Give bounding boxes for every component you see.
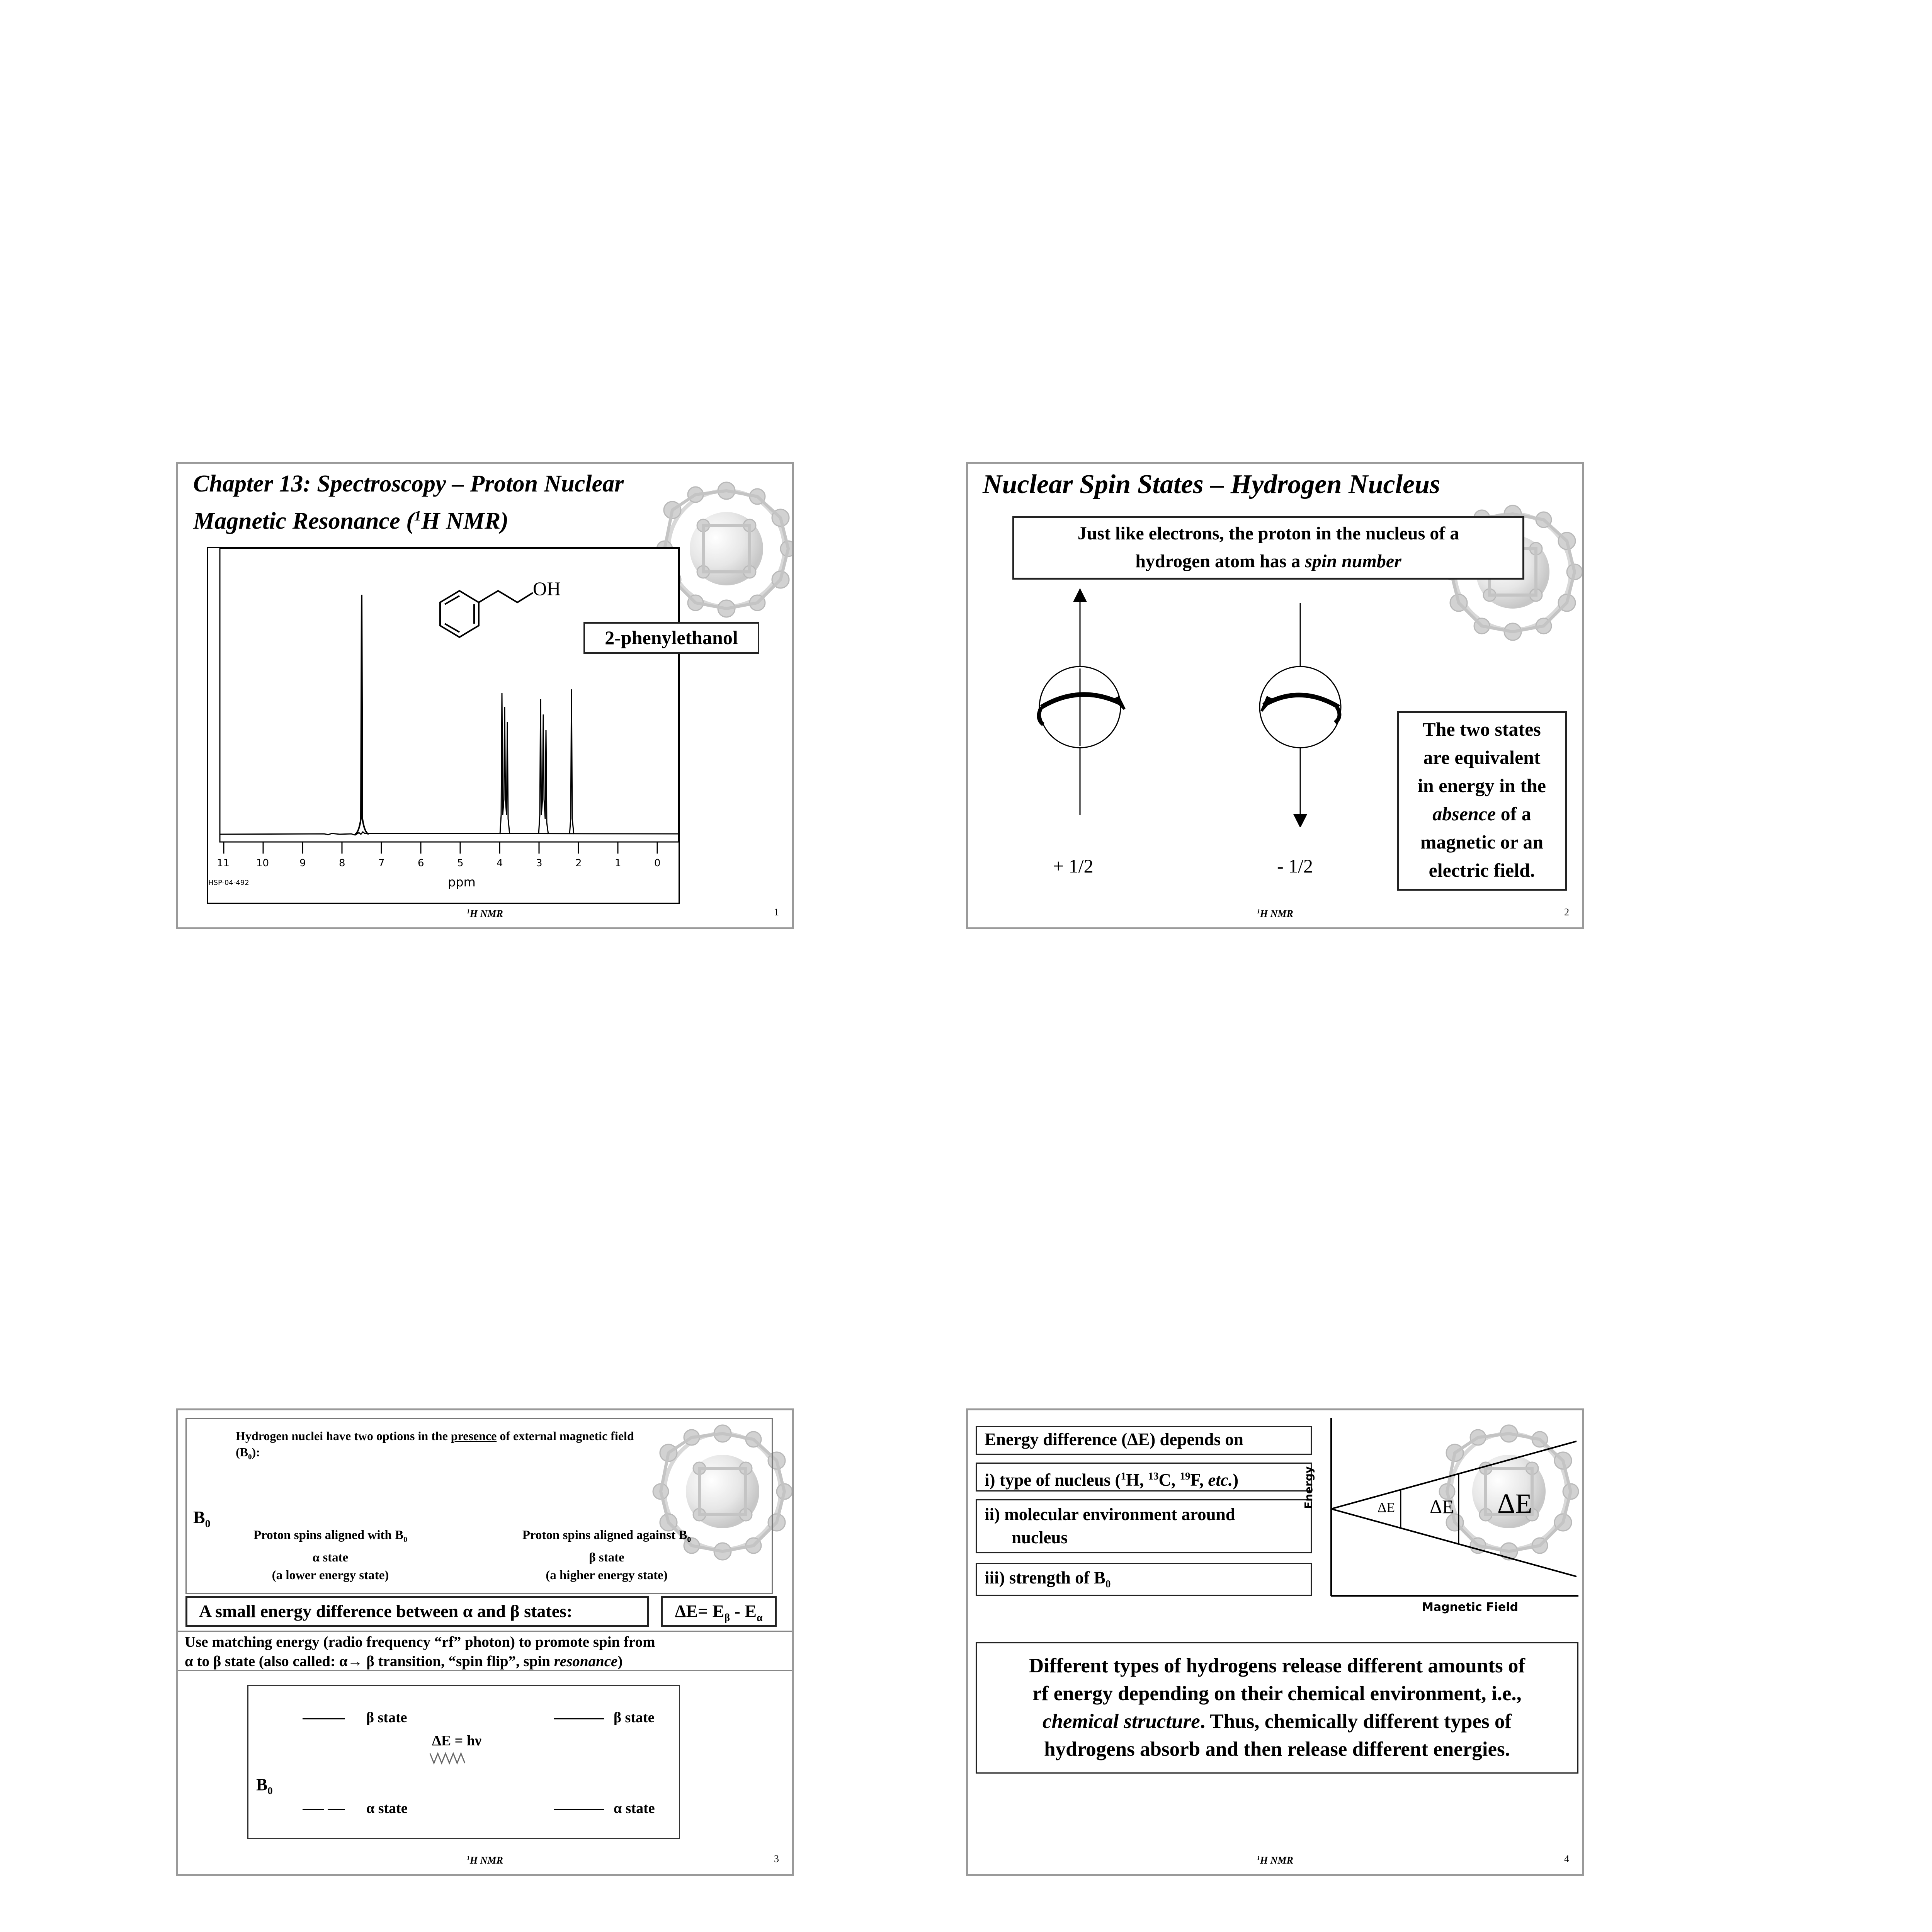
page-number: 1 [774,906,779,918]
proton-sphere [1260,667,1341,748]
summary-paragraph: Different types of hydrogens release different amounts of rf energy depending on their chemical environment, i.e., chemical structure. Thus, chemically different types of hydrogens absorb and then release different energies. [976,1642,1578,1774]
beta-alignment: Proton spins aligned against $B_0$ β state (a higher energy state) [522,1528,691,1582]
beta-state-left: β state [366,1709,407,1726]
tick-2: 2 [575,857,582,869]
tick-3: 3 [536,857,543,869]
tick-1: 1 [615,857,621,869]
spin-up-label: + 1/2 [1053,855,1094,877]
tick-7: 7 [378,857,385,869]
footer: $^1$H NMR [1257,1855,1293,1866]
delta-e-equation: $\Delta E= E_\beta - E_\alpha$ [661,1596,777,1627]
page-number: 2 [1564,906,1569,918]
energy-axis-label: Energy [1302,1466,1315,1509]
tick-6: 6 [418,857,424,869]
footer: $^1$H NMR [1257,908,1293,919]
tick-0: 0 [654,857,661,869]
slide-2 [966,462,1584,929]
slide-1 [176,462,794,929]
b0-label-diagram: $B_0$ [256,1775,273,1796]
axis-label-ppm: ppm [448,875,476,889]
factor-molecular-environment: ii) molecular environment around nucleus [976,1499,1312,1553]
nmr-spectrum [207,547,680,904]
delta-e-medium: ΔE [1430,1496,1454,1517]
alpha-state-right: α state [614,1800,655,1816]
oh-label: OH [533,578,561,599]
tick-10: 10 [256,857,269,869]
small-difference-box: A small energy difference between α and β states: [185,1596,649,1627]
tick-8: 8 [339,857,345,869]
tick-9: 9 [299,857,306,869]
tick-4: 4 [497,857,503,869]
delta-e-large: ΔE [1497,1488,1532,1519]
spin-number-box: Just like electrons, the proton in the nucleus of a hydrogen atom has a spin number [1012,516,1524,580]
compound-label: 2-phenylethanol [583,622,759,654]
spin-down-label: - 1/2 [1277,855,1313,877]
energy-level-diagram [247,1685,680,1839]
magnetic-field-axis-label: Magnetic Field [1422,1600,1519,1614]
tick-11: 11 [217,857,230,869]
alpha-alignment: Proton spins aligned with $B_0$ α state (a lower energy state) [253,1528,408,1582]
delta-e-hv: ΔE = hν [432,1733,481,1749]
sample-code: HSP-04-492 [208,879,249,887]
resonance-text: Use matching energy (radio frequency “rf” photon) to promote spin from α to β state (also called: α→ β transition, “spin flip”, spin resonance) [178,1631,792,1671]
b0-label: $B_0$ [193,1507,211,1530]
footer: $^1$H NMR [467,1855,503,1866]
page-number: 3 [774,1853,779,1864]
alpha-state-left: α state [366,1800,408,1816]
tick-5: 5 [457,857,464,869]
equivalent-states-box: The two states are equivalent in energy in the absence of a magnetic or an electric field. [1397,711,1567,891]
slide-title: Chapter 13: Spectroscopy – Proton Nuclear Magnetic Resonance ($^1$H NMR) [193,471,624,534]
spectrum-plot [208,548,679,903]
phenylethanol-structure [440,591,533,637]
slide-3 [176,1408,794,1876]
spin-diagram [1005,587,1391,827]
page-number: 4 [1564,1853,1569,1864]
factor-field-strength: iii) strength of $B_0$ [976,1563,1312,1596]
intro-text: Hydrogen nuclei have two options in the presence of external magnetic field $(B_0)$: [236,1429,634,1461]
photon-wave [430,1753,465,1763]
beta-state-right: β state [614,1709,655,1726]
slide-title: Nuclear Spin States – Hydrogen Nucleus [983,469,1440,499]
depends-on-header: Energy difference (ΔE) depends on [976,1426,1312,1455]
delta-e-small: ΔE [1378,1500,1395,1515]
slide-4 [966,1408,1584,1876]
footer: $^1$H NMR [467,908,503,919]
factor-nucleus-type: i) type of nucleus ($^1$H, $^{13}$C, $^{19}$F, etc.) [976,1463,1312,1492]
